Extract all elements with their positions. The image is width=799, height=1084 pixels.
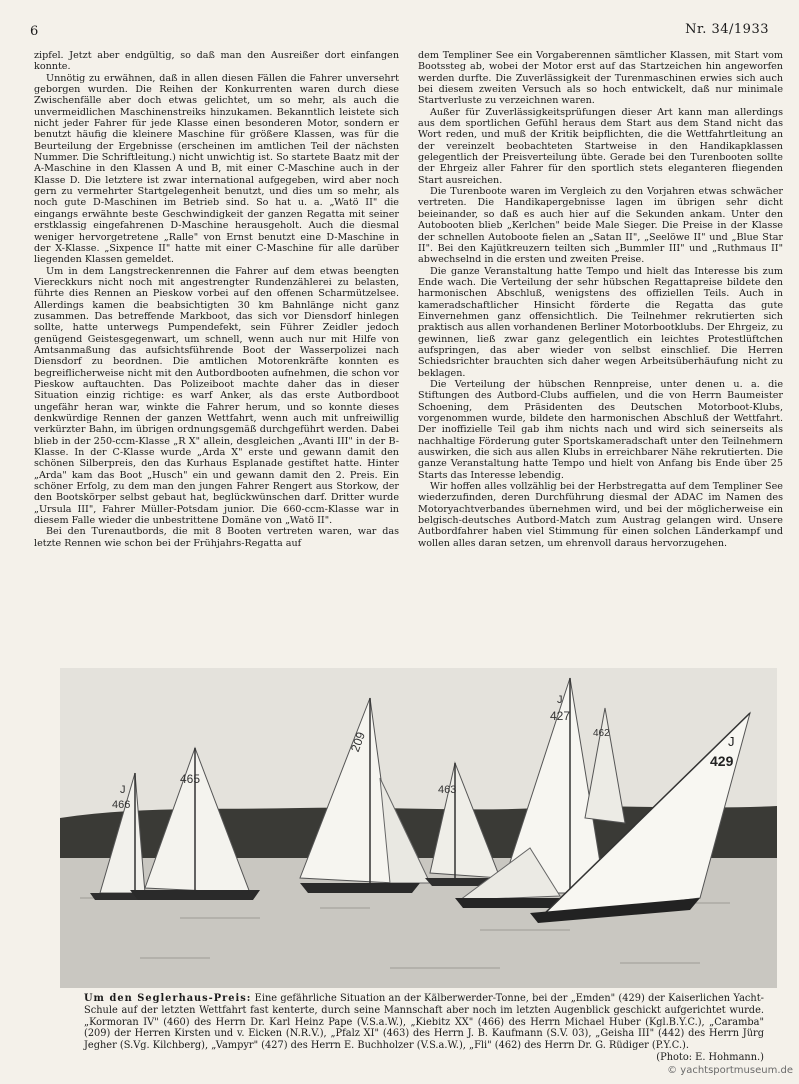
photo-credit: (Photo: E. Hohmann.) xyxy=(656,1051,764,1063)
paragraph: dem Templiner See ein Vorgaberennen sämtlicher Klassen, mit Start vom Bootssteg ab, wobei der Motor erst auf das Startzeichen hin angeworfen werden durfte. Die Zuverlässigkeit der Turenmaschinen erwies sich auch bei diesem zweiten Versuch als so hoch entwickelt, daß nur minimale Startverluste zu verzeichnen waren. xyxy=(418,50,783,107)
photo-caption xyxy=(84,993,764,1064)
watermark: © yachtsportmuseum.de xyxy=(667,1065,793,1076)
paragraph: Die ganze Veranstaltung hatte Tempo und hielt das Interesse bis zum Ende wach. Die Verteilung der sehr hübschen Regattapreise bildete den harmonischen Abschluß, wenigstens des offiziellen Teils. Auch in kameradschaftlicher Hinsicht förderte die Regatta das gute Einvernehmen ganz offensichtlich. Die Teilnehmer rekrutierten sich praktisch aus allen vorhandenen Berliner Motorbootklubs. Der Ehrgeiz, zu gewinnen, ließ zwar ganz gelegentlich ein leichtes Protestlüftchen aufspringen, das aber wieder von selbst einschlief. Die Herren Schiedsrichter brauchten sich daher wegen Arbeitsüberhäufung nicht zu beklagen. xyxy=(418,265,783,379)
paragraph: Wir hoffen alles vollzählig bei der Herbstregatta auf dem Templiner See wiederzufinden, deren Durchführung diesmal der ADAC im Namen des Motoryachtverbandes übernehmen wird, und bei der möglicherweise ein belgisch-deutsches Autbord-Match zum Austrag gelangen wird. Unsere Autbordfahrer haben viel Stimmung für einen solchen Länderkampf und wollen alles daran setzen, um ehrenvoll daraus hervorzugehen. xyxy=(418,481,783,549)
paragraph: Unnötig zu erwähnen, daß in allen diesen Fällen die Fahrer unversehrt geborgen wurden. Die Reihen der Konkurrenten waren durch diese Zwischenfälle aber doch etwas gelichtet, um so mehr, als auch die unvermeidlichen Maschinenstreiks hinzukamen. Bekanntlich leistete sich nicht jeder Fahrer für jede Klasse einen besonderen Motor, sondern er benutzt häufig die kleinere Maschine für größere Klassen, was für die Beurteilung der Ergebnisse (erscheinen im amtlichen Teil der nächsten Nummer. Die Schriftleitung.) nicht unwichtig ist. So startete Baatz mit der A-Maschine in den Klassen A und B, mit einer C-Maschine auch in der Klasse D. Die letztere ist zwar international aufgegeben, wird aber noch gern zu vermehrter Startgelegenheit benutzt, und dies um so mehr, als noch gute D-Maschinen im Betrieb sind. So hat u. a. „Watö II" die eingangs erwähnte beste Geschwindigkeit der ganzen Regatta mit seiner erstklassig eingefahrenen D-Maschine herausgeholt. Auch die diesmal weniger hervorgetretene „Ralle" von Ernst benutzt eine D-Maschine in der X-Klasse. „Sixpence II" hatte mit einer C-Maschine für alle darüber liegenden Klassen gemeldet. xyxy=(34,72,399,266)
sail-number: 465 xyxy=(180,772,201,786)
issue-number: Nr. 34/1933 xyxy=(685,22,769,37)
paragraph: Außer für Zuverlässigkeitsprüfungen dieser Art kann man allerdings aus dem sportlichen Gefühl heraus dem Start aus dem Stand nicht das Wort reden, und muß der Kritik beipflichten, die die Wettfahrtleitung an der vereinzelt beobachteten Startweise in den Handikapklassen gelegentlich der Preisverteilung übte. Gerade bei den Turenbooten sollte der Ehrgeiz aller Fahrer für den sportlich stets eleganteren fliegenden Start ausreichen. xyxy=(418,106,783,186)
sail-number: 462 xyxy=(593,728,610,739)
sail-letter: J xyxy=(557,694,563,706)
left-column xyxy=(34,50,399,660)
paragraph: Um in dem Langstreckenrennen die Fahrer auf dem etwas beengten Viereckkurs nicht noch mit angestrengter Rundenzählerei zu belasten, führte dies Rennen an Pieskow vorbei auf den offenen Scharmützelsee. Allerdings kamen die beabsichtigten 30 km Bahnlänge nicht ganz zusammen. Das betreffende Markboot, das sich vor Diensdorf hinlegen sollte, hatte unterwegs Pumpendefekt, sein Führer Zeidler jedoch genügend Geistesgegenwart, um schnell, wenn auch nur mit Hilfe von Amtsanmaßung das aufsichtsführende Boot der Wasserpolizei nach Diensdorf zu beordnen. Die amtlichen Motorenkräfte konnten es begreiflicherweise nicht mit den Autbordbooten aufnehmen, die schon vor Pieskow auftauchten. Das Polizeiboot machte daher das in dieser Situation einzig richtige: es warf Anker, als das erste Autbordboot ungefähr heran war, winkte die Fahrer herum, und so konnte dieses denkwürdige Rennen der ganzen Wettfahrt, wenn auch mit unfreiwillig verkürzter Bahn, im übrigen ordnungsgemäß durchgeführt werden. Dabei blieb in der 250-ccm-Klasse „R X" allein, desgleichen „Avanti III" in der B-Klasse. In der C-Klasse wurde „Arda X" erste und gewann damit den schönen Silberpreis, den das Kurhaus Esplanade gestiftet hatte. Hinter „Arda" kam das Boot „Husch" ein und gewann damit den 2. Preis. Ein schöner Erfolg, zu dem man den jungen Fahrer Rengert aus Storkow, der den Bootskörper selbst gebaut hat, beglückwünschen darf. Dritter wurde „Ursula III", Fahrer Müller-Potsdam junior. Die 660-ccm-Klasse war in diesem Falle wieder die unbestrittene Domäne von „Watö II". xyxy=(34,265,399,527)
regatta-photo-drawing xyxy=(60,668,777,988)
paragraph: zipfel. Jetzt aber endgültig, so daß man den Ausreißer dort einfangen konnte. xyxy=(34,50,399,73)
right-column xyxy=(418,50,783,660)
sail-number: 463 xyxy=(438,784,457,796)
sail-number: 466 xyxy=(112,799,131,811)
paragraph: Die Turenboote waren im Vergleich zu den Vorjahren etwas schwächer vertreten. Die Handikapergebnisse lagen im übrigen sehr dicht beieinander, so daß es auch hier auf die Sekunden ankam. Unter den Autobooten blieb „Kerlchen" beide Male Sieger. Die Preise in der Klasse der schnellen Autoboote fielen an „Satan II", „Seelöwe II" und „Blue Star II". Bei den Kajütkreuzern teilten sich „Bummler III" und „Ruthmaus II" abwechselnd in die ersten und zweiten Preise. xyxy=(418,186,783,266)
page-number: 6 xyxy=(30,24,39,39)
sail-number: 209 xyxy=(347,730,368,754)
regatta-photo xyxy=(60,668,777,988)
sail-letter: J xyxy=(728,734,735,749)
caption-lead: Um den Seglerhaus-Preis: xyxy=(84,993,252,1004)
paragraph: Bei den Turenautbords, die mit 8 Booten vertreten waren, war das letzte Rennen wie schon bei der Frühjahrs-Regatta auf xyxy=(34,526,399,549)
caption-text: Eine gefährliche Situation an der Kälberwerder-Tonne, bei der „Emden" (429) der Kaiserlichen Yacht-Schule auf der letzten Wettfahrt fast kenterte, durch seine Mannschaft aber noch im letzten Augenblick geschickt aufgerichtet wurde. „Kormoran IV" (460) des Herrn Dr. Karl Heinz Pape (V.S.a.W.), „Kiebitz XX" (466) des Herrn Michael Huber (Kgl.B.Y.C.), „Caramba" (209) der Herren Kirsten und v. Eicken (N.R.V.), „Pfalz XI" (463) des Herrn J. B. Kaufmann (S.V. 03), „Geisha III" (442) des Herrn Jürg Jegher (S.Vg. Kilchberg), „Vampyr" (427) des Herrn E. Buchholzer (V.S.a.W.), „Fli" (462) des Herrn Dr. G. Rüdiger (P.Y.C.). xyxy=(84,993,764,1052)
paragraph: Die Verteilung der hübschen Rennpreise, unter denen u. a. die Stiftungen des Autbord-Clubs auffielen, und die von Herrn Baumeister Schoening, dem Präsidenten des Deutschen Motorboot-Klubs, vorgenommen wurde, bildete den harmonischen Abschluß der Wettfahrt. Der inoffizielle Teil gab ihm nichts nach und wird sich seinerseits als nachhaltige Förderung guter Sportskameradschaft unter den Teilnehmern auswirken, die sich aus allen Klubs in erreichbarer Nähe rekrutierten. Die ganze Veranstaltung hatte Tempo und hielt von Anfang bis Ende über 25 Starts das Interesse lebendig. xyxy=(418,378,783,481)
sail-number: 427 xyxy=(550,709,571,723)
sail-letter: J xyxy=(120,784,126,796)
sail-number: 429 xyxy=(710,753,734,769)
